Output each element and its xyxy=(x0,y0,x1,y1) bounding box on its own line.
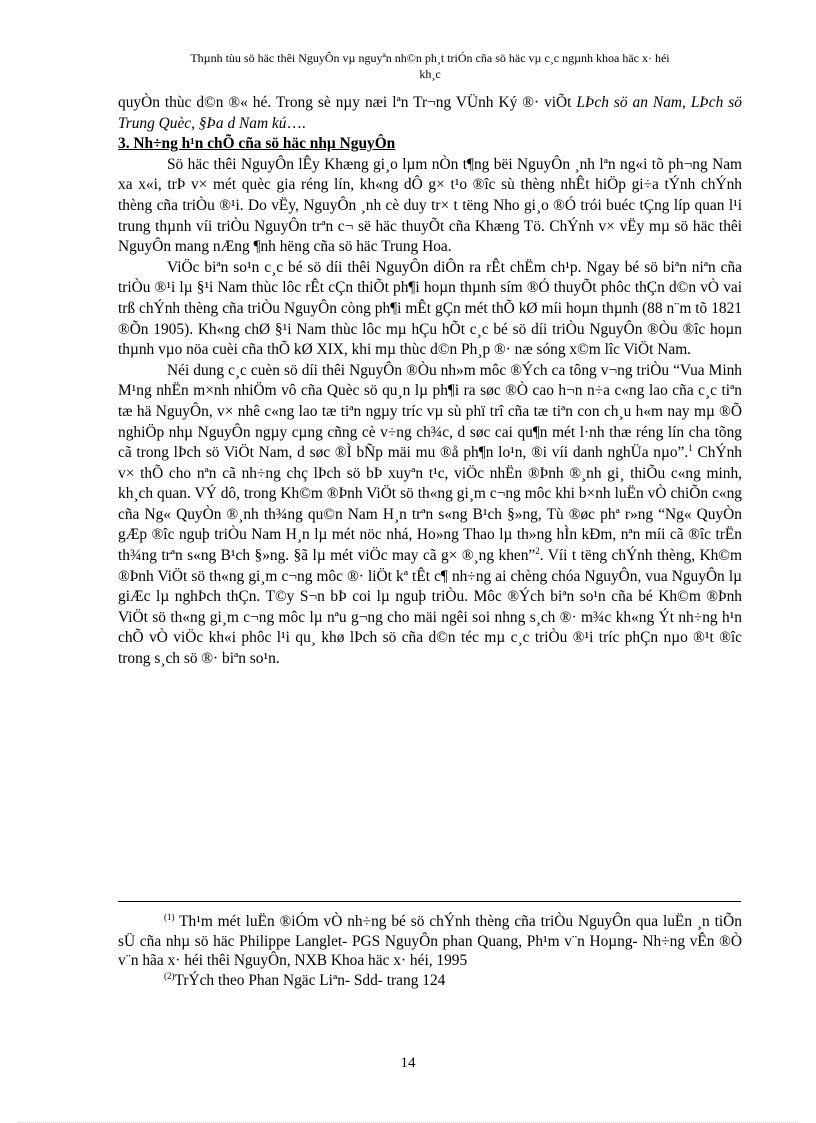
footnote-2-marker: (2) xyxy=(164,970,175,981)
footnote-2-text: TrÝch theo Phan Ngäc Liªn- Sdd- trang 124 xyxy=(174,972,446,990)
footnote-separator xyxy=(118,901,741,902)
section-heading: 3. Nh÷ng h¹n chÕ cña sö häc nhµ NguyÔn xyxy=(118,135,396,153)
footnotes xyxy=(118,912,742,991)
paragraph-3 xyxy=(118,361,742,670)
paragraph-3-part-b: ChÝnh v× thÕ cho nªn cã nh÷ng chç lÞch sö bÞ xuyªn t¹c, viÖc nhËn ®Þnh ®¸nh gi¸ thiÕu c«ng minh, kh¸ch quan. VÝ dô, trong Kh©m ®Þnh ViÖt sö th«ng gi¸m c¬ng môc khi b×nh luËn vÒ chiÕn c«ng cña Ng« QuyÒn ®¸nh th¾ng qu©n Nam H¸n trªn s«ng B¹ch §»ng, Tù ®øc phª r»ng “Ng« QuyÒn gÆp ®îc nguþ triÒu Nam H¸n lµ mét nöc nhá, Ho»ng Thao lµ th»ng hÌn kÐm, nªn míi cã ®îc trËn th¾ng trªn s«ng B¹ch §»ng. §ã lµ mét viÖc may cã g× ®¸ng khen” xyxy=(118,444,742,565)
footnote-2 xyxy=(118,971,742,991)
running-header-line2: kh¸c xyxy=(419,67,441,81)
body-text xyxy=(118,93,742,670)
page-number: 14 xyxy=(400,1055,416,1071)
paragraph-3-part-c: . Víi t tëng chÝnh thèng, Kh©m ®Þnh ViÖt sö th«ng gi¸m c¬ng môc ®· liÖt kª tÊt c¶ nh÷ng ai chèng chóa NguyÔn, vua NguyÔn lµ giÆc lµ nghÞch thÇn. T©y S¬n bÞ coi lµ nguþ triÒu. Môc ®Ých biªn so¹n cña bé Kh©m ®Þnh ViÖt sö th«ng gi¸m c¬ng môc lµ nªu g¬ng cho mäi ngêi soi nhng s¸ch ®· m¾c kh«ng Ýt nh÷ng h¹n chÕ vÒ viÖc kh«i phôc l¹i qu¸ khø lÞch sö cña d©n téc mµ c¸c triÒu ®¹i tríc phÇn nµo ®¹t ®îc trong s¸ch sö ®· biªn so¹n. xyxy=(118,547,742,668)
paragraph-0 xyxy=(118,93,742,134)
footnote-1-marker: (1) xyxy=(164,911,175,922)
footnote-1 xyxy=(118,912,742,971)
paragraph-3-part-a: Néi dung c¸c cuèn sö díi thêi NguyÔn ®Òu nh»m môc ®Ých ca tông v¬ng triÒu “Vua Minh M¹ng nhËn m×nh nhiÖm vô cña Quèc sö qu¸n lµ ph¶i ra søc ®Ò cao h¬n n÷a c«ng lao cña c¸c tiªn tæ hä NguyÔn, v× nhê c«ng lao tæ tiªn ngµy tríc vµ sù phï trî cña tæ tiªn con ch¸u h«m nay mµ ®Õ nghiÖp nhµ NguyÔn ngµy cµng cñng cè v÷ng ch¾c, d søc cai qu¶n mét l·nh thæ réng lín cha tõng cã trong lÞch sö ViÖt Nam, d søc ®Ì bÑp mäi mu ®å ph¶n lo¹n, ®i víi danh nghÜa nµo”. xyxy=(118,361,742,462)
footnote-ref-1: 1 xyxy=(688,442,693,453)
book-titles: LÞch sö an Nam, LÞch sö Trung Quèc, §Þa d Nam kú xyxy=(118,94,742,132)
running-header xyxy=(118,50,742,82)
paragraph-2: ViÖc biªn so¹n c¸c bé sö díi thêi NguyÔn diÔn ra rÊt chËm ch¹p. Ngay bé sö biªn niªn cña triÒu ®¹i lµ §¹i Nam thùc lôc rÊt cÇn thiÕt ph¶i hoµn thµnh sím ®Ó thuyÕt phôc thÇn d©n vÒ vai trß chÝnh thèng cña triÒu NguyÔn còng ph¶i mÊt gÇn mét thÕ kØ míi hoµn thµnh (88 n¨m tõ 1821 ®Õn 1905). Kh«ng chØ §¹i Nam thùc lôc mµ hÇu hÕt c¸c bé sö díi triÒu NguyÔn ®Òu ®îc hoµn thµnh vµo nöa cuèi cña thÕ kØ XIX, khi mµ thùc d©n Ph¸p ®· næ sóng x©m lîc ViÖt Nam. xyxy=(118,258,742,359)
paragraph-0-text: quyÒn thùc d©n ®« hé. Trong sè nµy næi lªn Tr¬ng VÜnh Ký ®· viÕt xyxy=(118,94,577,111)
footnote-ref-2: 2 xyxy=(535,545,540,556)
footnote-1-text: Th¹m mét luËn ®iÓm vÒ nh÷ng bé sö chÝnh thèng cña triÒu NguyÔn qua luËn ¸n tiÕn sÜ cña nhµ sö häc Philippe Langlet- PGS NguyÔn phan Quang, Ph¹m v¨n Hoµng- Nh÷ng vÊn ®Ò v¨n hãa x· héi thêi NguyÔn, NXB Khoa häc x· héi, 1995 xyxy=(118,913,742,970)
paragraph-1: Sö häc thêi NguyÔn lÊy Khæng gi¸o lµm nÒn t¶ng bëi NguyÔn ¸nh lªn ng«i tõ ph¬ng Nam xa x«i, trÞ v× mét quèc gia réng lín, kh«ng dÔ g× t¹o ®îc sù thèng nhÊt hiÖp gi÷a tÝnh chÝnh thèng cña triÒu ®¹i. Do vËy, NguyÔn ¸nh cè duy tr× t tëng Nho gi¸o ®Ó trói buéc tÇng líp quan l¹i trung thµnh víi triÒu NguyÔn trªn c¬ së häc thuyÕt cña Khæng Tö. ChÝnh v× vËy mµ sö häc thêi NguyÔn mang nÆng ¶nh hëng cña sö häc Trung Hoa. xyxy=(118,155,742,256)
running-header-line1: Thµnh tùu sö häc thêi NguyÔn vµ nguyªn nh©n ph¸t triÓn cña sö häc vµ c¸c ngµnh khoa häc x· héi xyxy=(190,51,670,65)
paragraph-0-ellipsis: …. xyxy=(286,114,306,132)
